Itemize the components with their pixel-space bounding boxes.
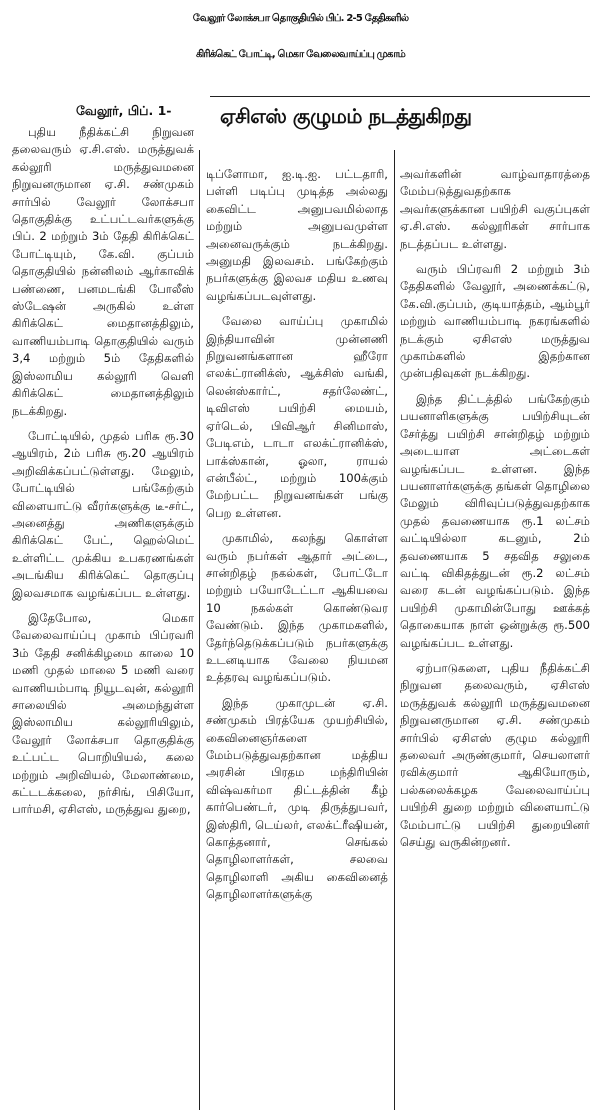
col3-paragraph-2: வரும் பிப்ரவரி 2 மற்றும் 3ம் தேதிகளில் வேலூர், அணைக்கட்டு, கே.வி.குப்பம், குடியாத்தம், ஆம்பூர் மற்றும் வாணியம்பாடி நகரங்களில் நடக்கும் ஏசிஎஸ் மருத்துவ முகாம்களில் இதற்கான முன்பதிவுகள் நடக்கிறது. xyxy=(400,262,590,381)
col1-paragraph-2: போட்டியில், முதல் பரிசு ரூ.30 ஆயிரம், 2ம் பரிசு ரூ.20 ஆயிரம் அறிவிக்கப்பட்டுள்ளது. மேலும், போட்டியில் பங்கேற்கும் விளையாட்டு வீரர்களுக்கு டீ-சர்ட், அனைத்து அணிகளுக்கும் கிரிக்கெட் பேட், ஹெல்மெட் உள்ளிட்ட முக்கிய உபகரணங்கள் அடங்கிய கிரிக்கெட் தொகுப்பு இலவசமாக வழங்கப்பட உள்ளது. xyxy=(12,428,194,600)
col2-paragraph-3: முகாமில், கலந்து கொள்ள வரும் நபர்கள் ஆதார் அட்டை, சான்றிதழ் நகல்கள், போட்டோ மற்றும் பயோடேட்டா ஆகியவை 10 நகல்கள் கொண்டுவர வேண்டும். இந்த முகாமகளில், தேர்ந்தெடுக்கப்படும் நபர்களுக்கு உடனடியாக வேலை நியமன உத்தரவு வழங்கப்படும். xyxy=(206,531,388,685)
col1-paragraph-1: புதிய நீதிக்கட்சி நிறுவன தலைவரும் ஏ.சி.எஸ். மருத்துவக் கல்லூரி மருத்துவமனை நிறுவனருமான ஏ.சி. சண்முகம் சார்பில் வேலூர் லோக்சபா தொகுதிக்கு உட்பட்டவர்களுக்கு பிப். 2 மற்றும் 3ம் தேதி கிரிக்கெட் போட்டியும், கே.வி. குப்பம் தொகுதியில் நன்னிலம் ஆர்காவிக் பண்ணை, பனமடங்கி போலீஸ் ஸ்டேஷன் அருகில் உள்ள கிரிக்கெட் மைதானத்திலும், வாணியம்பாடி தொகுதியில் வரும் 3,4 மற்றும் 5ம் தேதிகளில் இஸ்லாமிய கல்லூரி வெளி கிரிக்கெட் மைதானத்திலும் நடக்கிறது. xyxy=(12,125,194,418)
article-column-3 xyxy=(400,166,590,859)
col2-paragraph-2: வேலை வாய்ப்பு முகாமில் இந்தியாவின் முன்னணி நிறுவனங்களான ஹீரோ எலக்ட்ரானிக்ஸ், ஆக்சிஸ் வங்கி, லென்ஸ்கார்ட், சதர்லேண்ட், டிவிஎஸ் பயிற்சி மையம், ஏர்டெல், பிவிஆர் சினிமாஸ், பேடிஎம், டாடா எலக்ட்ரானிக்ஸ், பாக்ஸ்கான், ஓலா, ராயல் என்பீல்ட், மற்றும் 100க்கும் மேற்பட்ட நிறுவனங்கள் பங்கு பெற உள்ளன. xyxy=(206,314,388,520)
headline-line-1: வேலூர் லோக்சபா தொகுதியில் பிப். 2-5 தேதிகளில் xyxy=(192,13,409,24)
col2-paragraph-4: இந்த முகாமுடன் ஏ.சி. சண்முகம் பிரத்யேக முயற்சியில், கைவினைஞர்களை மேம்படுத்துவதற்கான மத்திய அரசின் பிரதம மந்திரியின் விஷ்வகர்மா திட்டத்தின் கீழ் கார்பெண்டர், முடி திருத்துபவர், இஸ்திரி, டெய்லர், எலக்ட்ரீஷியன், கொத்தனார், செங்கல் தொழிலாளர்கள், சலவை தொழிலாளி அகிய கைவினைத் தொழிலாளர்களுக்கு xyxy=(206,695,388,902)
col1-paragraph-3: இதேபோல, மெகா வேலைவாய்ப்பு முகாம் பிப்ரவரி 3ம் தேதி சனிக்கிழமை காலை 10 மணி முதல் மாலை 5 மணி வரை வாணியம்பாடி நியூடவுன், கல்லூரி சாலையில் அமைந்துள்ள இஸ்லாமிய கல்லூரியிலும், வேலூர் லோக்சபா தொகுதிக்கு உட்பட்ட பொறியியல், கலை மற்றும் அறிவியல், மேலாண்மை, கட்டடக்கலை, நர்சிங், பிசியோ, பார்மசி, ஏசிஎஸ், மருத்துவ துறை, xyxy=(12,610,194,817)
dateline: வேலூர், பிப். 1- xyxy=(76,103,172,118)
col3-paragraph-3: இந்த திட்டத்தில் பங்கேற்கும் பயனாளிகளுக்கு பயிற்சியுடன் சேர்த்து பயிற்சி சான்றிதழ் மற்றும் அடையாள அட்டைகள் வழங்கப்பட உள்ளன. இந்த பயனாளர்களுக்கு தங்கள் தொழிலை மேலும் விரிவுப்படுத்துவதற்காக முதல் தவணையாக ரூ.1 லட்சம் வட்டியில்லா கடனும், 2ம் தவணையாக 5 சதவித சலுகை வட்டி விகிதத்துடன் ரூ.2 லட்சம் வரை கடன் வழங்கப்படும். இந்த பயிற்சி முகாமின்போது ஊக்கத் தொகையாக நாள் ஒன்றுக்கு ரூ.500 வழங்கப்பட உள்ளது. xyxy=(400,391,591,650)
article-column-2 xyxy=(206,166,388,912)
col3-paragraph-1: அவர்களின் வாழ்வாதாரத்தை மேம்படுத்துவதற்காக அவர்களுக்கான பயிற்சி வகுப்புகள் ஏ.சி.எஸ். கல்லூரிகள் சார்பாக நடத்தப்பட உள்ளது. xyxy=(400,167,590,251)
col2-paragraph-1: டிப்ளோமா, ஐ.டி.ஐ. பட்டதாரி, பள்ளி படிப்பு முடித்த அல்லது கைவிட்ட அனுபவமில்லாத மற்றும் அனுபவமுள்ள அனைவருக்கும் நடக்கிறது. அனுமதி இலவசம். பங்கேற்கும் நபர்களுக்கு இலவச மதிய உணவு வழங்கப்படவுள்ளது. xyxy=(206,167,388,303)
column-divider-2 xyxy=(394,150,395,1110)
headline-line-2: கிரிக்கெட் போட்டி, மெகா வேலைவாய்ப்பு முகாம் xyxy=(195,49,406,60)
headline-rule xyxy=(210,96,590,97)
subheadline: ஏசிஎஸ் குழுமம் நடத்துகிறது xyxy=(220,104,472,128)
column-divider-1 xyxy=(199,150,200,1110)
col3-paragraph-4: ஏற்பாடுகளை, புதிய நீதிக்கட்சி நிறுவன தலைவரும், ஏசிஎஸ் மருத்துவக் கல்லூரி மருத்துவமனை நிறுவனருமான ஏ.சி. சண்முகம் சார்பில் ஏசிஎஸ் குழும கல்லூரி தலைவர் அருண்குமார், செயலாளர் ரவிக்குமார் ஆகியோரும், பல்கலைக்கழக வேலைவாய்ப்பு பயிற்சி துறை மற்றும் விளையாட்டு மேம்பாட்டு பயிற்சி துறையினர் செய்து வருகின்றனர். xyxy=(400,660,590,850)
article-column-1 xyxy=(12,124,194,827)
